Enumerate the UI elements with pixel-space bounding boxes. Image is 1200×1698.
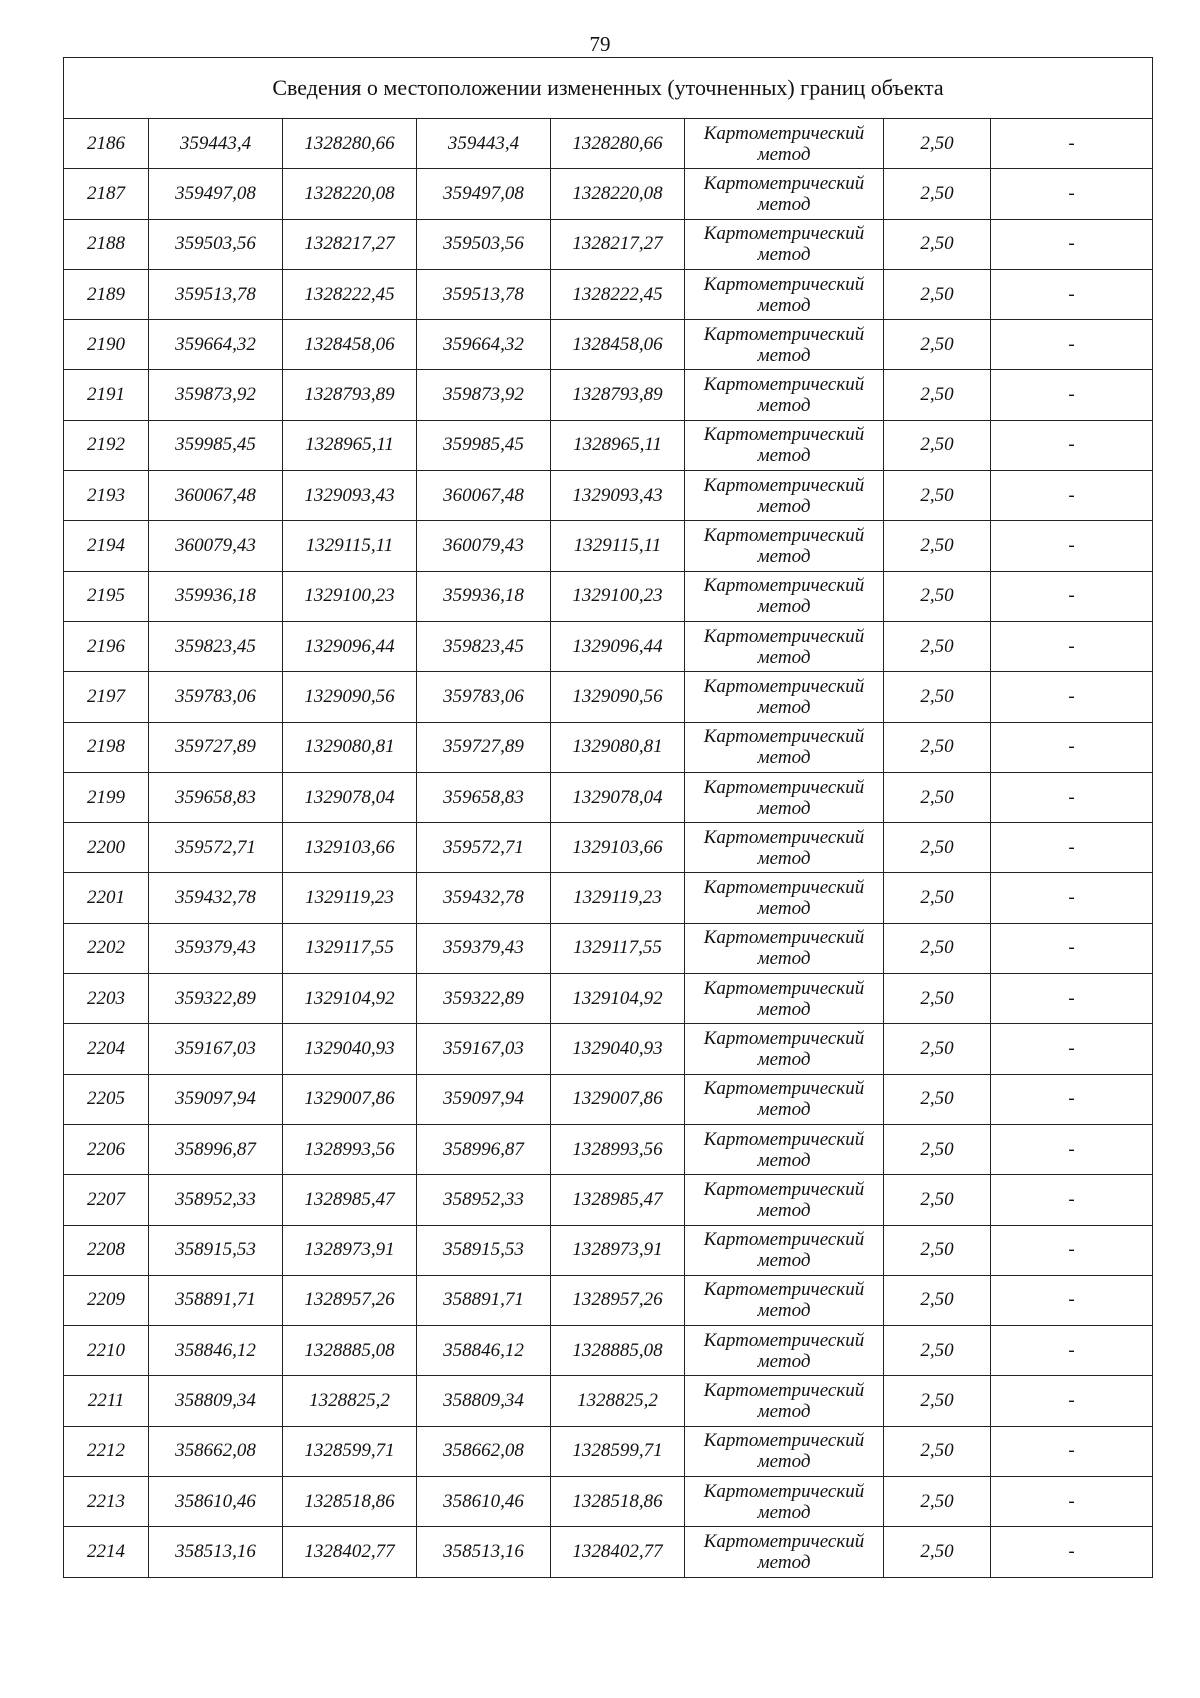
method-cell: Картометрический метод: [685, 1376, 884, 1426]
existing-y-cell: 1329103,66: [283, 823, 417, 873]
refined-y-cell: 1329007,86: [551, 1074, 685, 1124]
point-number-cell: 2186: [64, 119, 149, 169]
note-cell: -: [991, 521, 1153, 571]
existing-y-cell: 1329096,44: [283, 621, 417, 671]
note-cell: -: [991, 169, 1153, 219]
accuracy-cell: 2,50: [884, 621, 991, 671]
accuracy-cell: 2,50: [884, 772, 991, 822]
point-number-cell: 2200: [64, 823, 149, 873]
refined-y-cell: 1328217,27: [551, 219, 685, 269]
accuracy-cell: 2,50: [884, 1225, 991, 1275]
existing-x-cell: 359513,78: [149, 269, 283, 319]
point-number-cell: 2206: [64, 1124, 149, 1174]
point-number-cell: 2208: [64, 1225, 149, 1275]
note-cell: -: [991, 1024, 1153, 1074]
accuracy-cell: 2,50: [884, 1175, 991, 1225]
note-cell: -: [991, 1376, 1153, 1426]
table-title-row: [64, 58, 1153, 119]
accuracy-cell: 2,50: [884, 923, 991, 973]
refined-y-cell: 1329104,92: [551, 974, 685, 1024]
table-row: [64, 1225, 1153, 1275]
point-number-cell: 2198: [64, 722, 149, 772]
refined-x-cell: 359658,83: [417, 772, 551, 822]
table-row: [64, 1024, 1153, 1074]
table-row: [64, 1124, 1153, 1174]
existing-x-cell: 359658,83: [149, 772, 283, 822]
accuracy-cell: 2,50: [884, 1527, 991, 1577]
note-cell: -: [991, 772, 1153, 822]
method-cell: Картометрический метод: [685, 873, 884, 923]
accuracy-cell: 2,50: [884, 722, 991, 772]
existing-x-cell: 359985,45: [149, 420, 283, 470]
method-cell: Картометрический метод: [685, 772, 884, 822]
note-cell: -: [991, 219, 1153, 269]
accuracy-cell: 2,50: [884, 471, 991, 521]
refined-y-cell: 1329100,23: [551, 571, 685, 621]
existing-y-cell: 1329115,11: [283, 521, 417, 571]
existing-y-cell: 1329119,23: [283, 873, 417, 923]
refined-y-cell: 1329117,55: [551, 923, 685, 973]
existing-x-cell: 359379,43: [149, 923, 283, 973]
note-cell: -: [991, 1074, 1153, 1124]
refined-x-cell: 359497,08: [417, 169, 551, 219]
accuracy-cell: 2,50: [884, 219, 991, 269]
refined-x-cell: 358891,71: [417, 1275, 551, 1325]
existing-y-cell: 1328825,2: [283, 1376, 417, 1426]
method-cell: Картометрический метод: [685, 219, 884, 269]
point-number-cell: 2192: [64, 420, 149, 470]
refined-y-cell: 1328957,26: [551, 1275, 685, 1325]
point-number-cell: 2196: [64, 621, 149, 671]
refined-x-cell: 359432,78: [417, 873, 551, 923]
point-number-cell: 2205: [64, 1074, 149, 1124]
point-number-cell: 2214: [64, 1527, 149, 1577]
refined-x-cell: 360067,48: [417, 471, 551, 521]
existing-x-cell: 358513,16: [149, 1527, 283, 1577]
method-cell: Картометрический метод: [685, 571, 884, 621]
refined-x-cell: 359443,4: [417, 119, 551, 169]
refined-y-cell: 1328599,71: [551, 1426, 685, 1476]
table-row: [64, 873, 1153, 923]
method-cell: Картометрический метод: [685, 169, 884, 219]
note-cell: -: [991, 974, 1153, 1024]
table-row: [64, 119, 1153, 169]
refined-y-cell: 1328402,77: [551, 1527, 685, 1577]
existing-x-cell: 360067,48: [149, 471, 283, 521]
refined-x-cell: 359097,94: [417, 1074, 551, 1124]
refined-y-cell: 1328458,06: [551, 320, 685, 370]
existing-x-cell: 358662,08: [149, 1426, 283, 1476]
method-cell: Картометрический метод: [685, 471, 884, 521]
table-row: [64, 823, 1153, 873]
note-cell: -: [991, 420, 1153, 470]
existing-x-cell: 359167,03: [149, 1024, 283, 1074]
point-number-cell: 2188: [64, 219, 149, 269]
existing-y-cell: 1328985,47: [283, 1175, 417, 1225]
refined-y-cell: 1328965,11: [551, 420, 685, 470]
point-number-cell: 2204: [64, 1024, 149, 1074]
table-row: [64, 722, 1153, 772]
method-cell: Картометрический метод: [685, 370, 884, 420]
table-row: [64, 370, 1153, 420]
method-cell: Картометрический метод: [685, 1074, 884, 1124]
note-cell: -: [991, 672, 1153, 722]
method-cell: Картометрический метод: [685, 672, 884, 722]
table-row: [64, 471, 1153, 521]
table-row: [64, 269, 1153, 319]
point-number-cell: 2197: [64, 672, 149, 722]
accuracy-cell: 2,50: [884, 119, 991, 169]
refined-y-cell: 1328993,56: [551, 1124, 685, 1174]
table-row: [64, 521, 1153, 571]
point-number-cell: 2203: [64, 974, 149, 1024]
method-cell: Картометрический метод: [685, 823, 884, 873]
refined-y-cell: 1328518,86: [551, 1477, 685, 1527]
point-number-cell: 2194: [64, 521, 149, 571]
accuracy-cell: 2,50: [884, 269, 991, 319]
refined-x-cell: 359783,06: [417, 672, 551, 722]
accuracy-cell: 2,50: [884, 974, 991, 1024]
refined-x-cell: 359664,32: [417, 320, 551, 370]
accuracy-cell: 2,50: [884, 1326, 991, 1376]
existing-x-cell: 359783,06: [149, 672, 283, 722]
point-number-cell: 2210: [64, 1326, 149, 1376]
accuracy-cell: 2,50: [884, 823, 991, 873]
note-cell: -: [991, 1326, 1153, 1376]
table-row: [64, 169, 1153, 219]
existing-x-cell: 359503,56: [149, 219, 283, 269]
existing-x-cell: 359322,89: [149, 974, 283, 1024]
existing-y-cell: 1328222,45: [283, 269, 417, 319]
refined-y-cell: 1329090,56: [551, 672, 685, 722]
table-row: [64, 1426, 1153, 1476]
table-row: [64, 1376, 1153, 1426]
note-cell: -: [991, 1124, 1153, 1174]
note-cell: -: [991, 119, 1153, 169]
method-cell: Картометрический метод: [685, 1275, 884, 1325]
existing-y-cell: 1329090,56: [283, 672, 417, 722]
accuracy-cell: 2,50: [884, 1275, 991, 1325]
method-cell: Картометрический метод: [685, 1225, 884, 1275]
refined-x-cell: 358662,08: [417, 1426, 551, 1476]
point-number-cell: 2191: [64, 370, 149, 420]
point-number-cell: 2195: [64, 571, 149, 621]
point-number-cell: 2209: [64, 1275, 149, 1325]
table-row: [64, 1275, 1153, 1325]
note-cell: -: [991, 1225, 1153, 1275]
accuracy-cell: 2,50: [884, 169, 991, 219]
note-cell: -: [991, 571, 1153, 621]
table-row: [64, 672, 1153, 722]
method-cell: Картометрический метод: [685, 119, 884, 169]
refined-x-cell: 359985,45: [417, 420, 551, 470]
page-number: 79: [589, 32, 611, 56]
refined-y-cell: 1328222,45: [551, 269, 685, 319]
existing-x-cell: 360079,43: [149, 521, 283, 571]
point-number-cell: 2213: [64, 1477, 149, 1527]
refined-y-cell: 1329096,44: [551, 621, 685, 671]
existing-x-cell: 358891,71: [149, 1275, 283, 1325]
existing-y-cell: 1329093,43: [283, 471, 417, 521]
method-cell: Картометрический метод: [685, 1175, 884, 1225]
method-cell: Картометрический метод: [685, 923, 884, 973]
note-cell: -: [991, 823, 1153, 873]
existing-y-cell: 1328220,08: [283, 169, 417, 219]
table-row: [64, 320, 1153, 370]
method-cell: Картометрический метод: [685, 269, 884, 319]
existing-y-cell: 1328793,89: [283, 370, 417, 420]
existing-x-cell: 359873,92: [149, 370, 283, 420]
accuracy-cell: 2,50: [884, 420, 991, 470]
method-cell: Картометрический метод: [685, 1024, 884, 1074]
existing-x-cell: 358809,34: [149, 1376, 283, 1426]
refined-y-cell: 1328280,66: [551, 119, 685, 169]
existing-y-cell: 1328973,91: [283, 1225, 417, 1275]
existing-x-cell: 359497,08: [149, 169, 283, 219]
table-row: [64, 1175, 1153, 1225]
existing-x-cell: 359443,4: [149, 119, 283, 169]
note-cell: -: [991, 471, 1153, 521]
existing-y-cell: 1329100,23: [283, 571, 417, 621]
method-cell: Картометрический метод: [685, 521, 884, 571]
point-number-cell: 2193: [64, 471, 149, 521]
refined-x-cell: 358513,16: [417, 1527, 551, 1577]
accuracy-cell: 2,50: [884, 1124, 991, 1174]
accuracy-cell: 2,50: [884, 320, 991, 370]
existing-x-cell: 359097,94: [149, 1074, 283, 1124]
existing-y-cell: 1328280,66: [283, 119, 417, 169]
refined-y-cell: 1329103,66: [551, 823, 685, 873]
existing-x-cell: 359823,45: [149, 621, 283, 671]
accuracy-cell: 2,50: [884, 1074, 991, 1124]
table-row: [64, 621, 1153, 671]
accuracy-cell: 2,50: [884, 571, 991, 621]
accuracy-cell: 2,50: [884, 1426, 991, 1476]
note-cell: -: [991, 1275, 1153, 1325]
existing-x-cell: 358846,12: [149, 1326, 283, 1376]
accuracy-cell: 2,50: [884, 370, 991, 420]
boundary-coordinates-table: [63, 57, 1153, 1578]
existing-y-cell: 1328885,08: [283, 1326, 417, 1376]
existing-y-cell: 1328957,26: [283, 1275, 417, 1325]
table-title: Сведения о местоположении измененных (уточненных) границ объекта: [64, 58, 1153, 119]
note-cell: -: [991, 370, 1153, 420]
point-number-cell: 2199: [64, 772, 149, 822]
note-cell: -: [991, 1527, 1153, 1577]
point-number-cell: 2207: [64, 1175, 149, 1225]
existing-x-cell: 359572,71: [149, 823, 283, 873]
note-cell: -: [991, 923, 1153, 973]
refined-x-cell: 359322,89: [417, 974, 551, 1024]
method-cell: Картометрический метод: [685, 621, 884, 671]
refined-y-cell: 1328825,2: [551, 1376, 685, 1426]
refined-x-cell: 359167,03: [417, 1024, 551, 1074]
refined-x-cell: 358846,12: [417, 1326, 551, 1376]
existing-x-cell: 358952,33: [149, 1175, 283, 1225]
accuracy-cell: 2,50: [884, 1477, 991, 1527]
refined-y-cell: 1328973,91: [551, 1225, 685, 1275]
method-cell: Картометрический метод: [685, 974, 884, 1024]
refined-x-cell: 358996,87: [417, 1124, 551, 1174]
table-row: [64, 571, 1153, 621]
refined-x-cell: 359513,78: [417, 269, 551, 319]
refined-y-cell: 1329115,11: [551, 521, 685, 571]
accuracy-cell: 2,50: [884, 521, 991, 571]
point-number-cell: 2189: [64, 269, 149, 319]
method-cell: Картометрический метод: [685, 1326, 884, 1376]
existing-x-cell: 358915,53: [149, 1225, 283, 1275]
refined-x-cell: 358952,33: [417, 1175, 551, 1225]
existing-y-cell: 1328402,77: [283, 1527, 417, 1577]
method-cell: Картометрический метод: [685, 420, 884, 470]
existing-y-cell: 1328217,27: [283, 219, 417, 269]
note-cell: -: [991, 873, 1153, 923]
point-number-cell: 2202: [64, 923, 149, 973]
table-row: [64, 420, 1153, 470]
table-row: [64, 1326, 1153, 1376]
refined-y-cell: 1328885,08: [551, 1326, 685, 1376]
refined-y-cell: 1329093,43: [551, 471, 685, 521]
note-cell: -: [991, 1477, 1153, 1527]
method-cell: Картометрический метод: [685, 1426, 884, 1476]
point-number-cell: 2201: [64, 873, 149, 923]
note-cell: -: [991, 621, 1153, 671]
note-cell: -: [991, 1175, 1153, 1225]
table-row: [64, 772, 1153, 822]
note-cell: -: [991, 722, 1153, 772]
existing-y-cell: 1329040,93: [283, 1024, 417, 1074]
method-cell: Картометрический метод: [685, 1477, 884, 1527]
existing-y-cell: 1328518,86: [283, 1477, 417, 1527]
existing-y-cell: 1328599,71: [283, 1426, 417, 1476]
refined-x-cell: 359727,89: [417, 722, 551, 772]
existing-x-cell: 359664,32: [149, 320, 283, 370]
method-cell: Картометрический метод: [685, 320, 884, 370]
refined-x-cell: 359936,18: [417, 571, 551, 621]
existing-y-cell: 1329080,81: [283, 722, 417, 772]
accuracy-cell: 2,50: [884, 1376, 991, 1426]
existing-y-cell: 1328458,06: [283, 320, 417, 370]
existing-x-cell: 359727,89: [149, 722, 283, 772]
existing-y-cell: 1329117,55: [283, 923, 417, 973]
note-cell: -: [991, 269, 1153, 319]
method-cell: Картометрический метод: [685, 1124, 884, 1174]
refined-x-cell: 359823,45: [417, 621, 551, 671]
existing-x-cell: 358996,87: [149, 1124, 283, 1174]
existing-y-cell: 1328965,11: [283, 420, 417, 470]
refined-y-cell: 1329078,04: [551, 772, 685, 822]
existing-y-cell: 1328993,56: [283, 1124, 417, 1174]
point-number-cell: 2187: [64, 169, 149, 219]
table-row: [64, 219, 1153, 269]
existing-y-cell: 1329078,04: [283, 772, 417, 822]
refined-x-cell: 358809,34: [417, 1376, 551, 1426]
point-number-cell: 2211: [64, 1376, 149, 1426]
point-number-cell: 2212: [64, 1426, 149, 1476]
existing-x-cell: 358610,46: [149, 1477, 283, 1527]
table-row: [64, 1527, 1153, 1577]
refined-x-cell: 359572,71: [417, 823, 551, 873]
accuracy-cell: 2,50: [884, 1024, 991, 1074]
existing-y-cell: 1329104,92: [283, 974, 417, 1024]
accuracy-cell: 2,50: [884, 672, 991, 722]
refined-x-cell: 359379,43: [417, 923, 551, 973]
table-body: [64, 58, 1153, 1578]
table-row: [64, 974, 1153, 1024]
table-row: [64, 1477, 1153, 1527]
method-cell: Картометрический метод: [685, 1527, 884, 1577]
existing-x-cell: 359936,18: [149, 571, 283, 621]
accuracy-cell: 2,50: [884, 873, 991, 923]
refined-x-cell: 359503,56: [417, 219, 551, 269]
note-cell: -: [991, 320, 1153, 370]
method-cell: Картометрический метод: [685, 722, 884, 772]
refined-y-cell: 1329040,93: [551, 1024, 685, 1074]
existing-y-cell: 1329007,86: [283, 1074, 417, 1124]
refined-x-cell: 358610,46: [417, 1477, 551, 1527]
table-row: [64, 923, 1153, 973]
refined-x-cell: 360079,43: [417, 521, 551, 571]
refined-y-cell: 1328220,08: [551, 169, 685, 219]
refined-y-cell: 1328985,47: [551, 1175, 685, 1225]
refined-x-cell: 359873,92: [417, 370, 551, 420]
refined-y-cell: 1329119,23: [551, 873, 685, 923]
existing-x-cell: 359432,78: [149, 873, 283, 923]
table-row: [64, 1074, 1153, 1124]
point-number-cell: 2190: [64, 320, 149, 370]
refined-y-cell: 1329080,81: [551, 722, 685, 772]
refined-x-cell: 358915,53: [417, 1225, 551, 1275]
refined-y-cell: 1328793,89: [551, 370, 685, 420]
note-cell: -: [991, 1426, 1153, 1476]
